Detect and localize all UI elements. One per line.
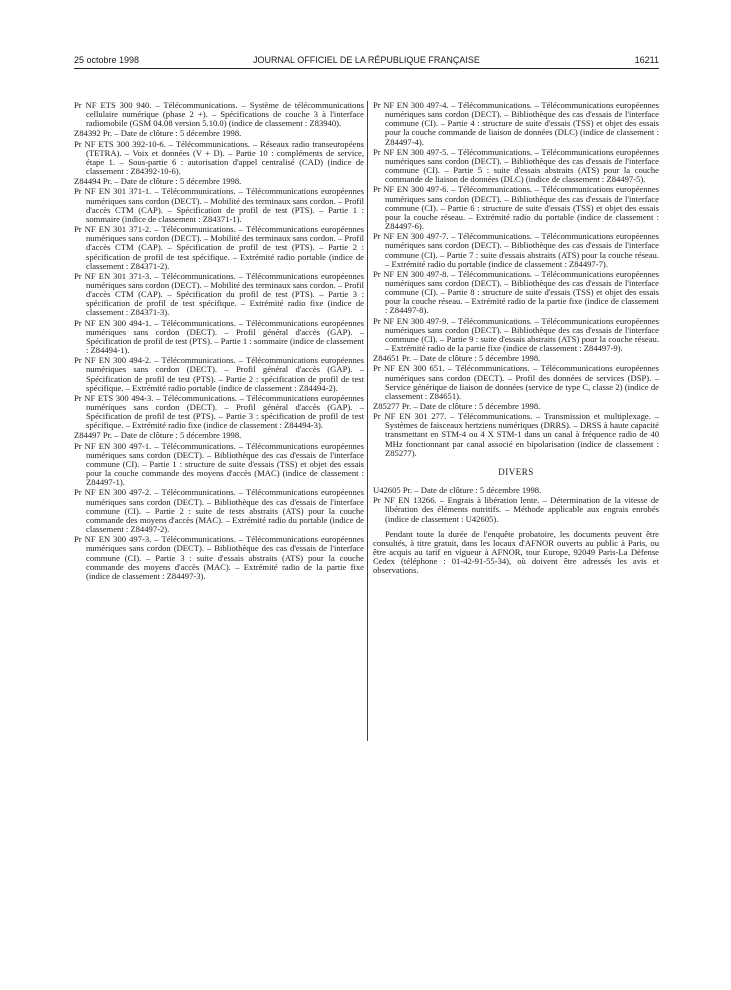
- right-column: [373, 101, 659, 576]
- closing-date-line: Z84494 Pr. – Date de clôture : 5 décembre 1998.: [74, 176, 242, 187]
- standard-entry: Pr NF EN 301 371-1. – Télécommunications. – Télécommunications européennes numériques sans cordon (DECT). – Mobilité des terminaux sans cordon. – Profil d'accès CTM (CAP). – Spécification de profil de test (PTS). – Partie 1 : sommaire (indice de classement : Z84371-1).: [74, 186, 364, 224]
- standard-entry: Pr NF EN 301 371-2. – Télécommunications. – Télécommunications européennes numériques sans cordon (DECT). – Mobilité des terminaux sans cordon. – Profil d'accès CTM (CAP). – Spécification de profil de test (PTS). – Partie 2 : spécification de profil de test spécifique. – Extrémité radio portable (indice de classement : Z84371-2).: [74, 224, 364, 271]
- left-column: [74, 101, 364, 582]
- standard-entry: Pr NF EN 300 497-9. – Télécommunications. – Télécommunications européennes numériques sans cordon (DECT). – Bibliothèque des cas d'essais de l'interface commune (CI). – Partie 9 : suite d'essais abstraits (ATS) pour la couche réseau. – Extrémité radio de la partie fixe (indice de classement : Z84497-9).: [373, 315, 659, 354]
- standard-entry: Pr NF EN 300 497-8. – Télécommunications. – Télécommunications européennes numériques sans cordon (DECT). – Bibliothèque des cas d'essais de l'interface commune (CI). – Partie 8 : structure de suite d'essais (TSS) et objet des essais pour la couche réseau. – Extrémité radio de la partie fixe (indice de classement : Z84497-8).: [373, 268, 659, 316]
- standard-entry: Pr NF EN 300 494-2. – Télécommunications. – Télécommunications européennes numériques sans cordon (DECT). – Profil général d'accès (GAP). – Spécification de profil de test (PTS). – Partie 2 : spécification de profil de test spécifique. – Extrémité radio portable (indice de classement : Z84494-2).: [74, 355, 364, 393]
- standard-entry: Pr NF EN 300 497-6. – Télécommunications. – Télécommunications européennes numériques sans cordon (DECT). – Bibliothèque des cas d'essais de l'interface commune (CI). – Partie 6 : structure de suite d'essais (TSS) et objet des essais pour la couche réseau. – Extrémité radio du portable (indice de classement : Z84497-6).: [373, 184, 659, 232]
- standard-entry: Pr NF EN 300 497-5. – Télécommunications. – Télécommunications européennes numériques sans cordon (DECT). – Bibliothèque des cas d'essais de l'interface commune (CI). – Partie 5 : suite d'essais abstraits (ATS) pour la couche commande de liaison de données (DLC) (indice de classement : Z84497-5).: [373, 146, 659, 185]
- standard-entry: Pr NF EN 300 497-3. – Télécommunications. – Télécommunications européennes numériques sans cordon (DECT). – Bibliothèque des cas d'essais de l'interface commune (CI). – Partie 3 : suite d'essais abstraits (ATS) pour la couche commande des moyens d'accès (MAC). – Extrémité radio de la partie fixe (indice de classement : Z84497-3).: [74, 534, 364, 581]
- standard-entry: Pr NF EN 300 497-7. – Télécommunications. – Télécommunications européennes numériques sans cordon (DECT). – Bibliothèque des cas d'essais de l'interface commune (CI). – Partie 7 : suite d'essais abstraits (ATS) pour la couche réseau. – Extrémité radio du portable (indice de classement : Z84497-7).: [373, 231, 659, 269]
- section-heading: DIVERS: [498, 466, 534, 477]
- standard-entry: Pr NF EN 300 497-2. – Télécommunications. – Télécommunications européennes numériques sans cordon (DECT). – Bibliothèque des cas d'essais de l'interface commune (CI). – Partie 2 : suite de tests abstraits (ATS) pour la couche commande des moyens d'accès (MAC). – Extrémité radio du portable (indice de classement : Z84497-2).: [74, 487, 364, 535]
- closing-date-line: Z84651 Pr. – Date de clôture : 5 décembre 1998.: [373, 353, 541, 364]
- standard-entry: Pr NF ETS 300 494-3. – Télécommunications. – Télécommunications européennes numériques sans cordon (DECT). – Profil général d'accès (GAP). – Spécification de profil de test (PTS). – Partie 3 : spécification de profil de test spécifique. – Extrémité radio fixe (indice de classement : Z84494-3).: [74, 392, 364, 431]
- standard-entry: Pr NF EN 301 277. – Télécommunications. – Transmission et multiplexage. – Systèmes de faisceaux hertziens numériques (DRRS). – DRSS à haute capacité transmettant en STM-4 ou 4 X STM-1 dans un canal à fréquence radio de 40 MHz fonctionnant par canal associé en bipolarisation (indice de classement : Z85277).: [373, 411, 659, 458]
- header-date: 25 octobre 1998: [74, 55, 140, 65]
- notice-paragraph: Pendant toute la durée de l'enquête probatoire, les documents peuvent être consultés, à titre gratuit, dans les locaux d'AFNOR ouverts au public à Paris, ou être acquis au tarif en vigueur à AFNOR, tour Europe, 92049 Paris-La Défense Cedex (téléphone : 01-42-91-55-34), où doivent être adressés les avis et observations.: [373, 528, 659, 576]
- closing-date-line: Z84392 Pr. – Date de clôture : 5 décembre 1998.: [74, 128, 242, 139]
- header-rule: [74, 68, 659, 69]
- closing-date-line: Z85277 Pr. – Date de clôture : 5 décembre 1998.: [373, 401, 541, 411]
- closing-date-line: U42605 Pr. – Date de clôture : 5 décembre 1998.: [373, 485, 542, 496]
- header-page-number: 16211: [634, 55, 659, 65]
- header-title: JOURNAL OFFICIEL DE LA RÉPUBLIQUE FRANÇAISE: [253, 55, 480, 65]
- standard-entry: Pr NF EN 301 371-3. – Télécommunications. – Télécommunications européennes numériques sans cordon (DECT). – Mobilité des terminaux sans cordon. – Profil d'accès CTM (CAP). – Spécification du profil de test (PTS). – Partie 3 : spécification de profil de test spécifique. – Extrémité radio fixe (indice de classement : Z84371-3).: [74, 270, 364, 318]
- standard-entry: Pr NF ETS 300 392-10-6. – Télécommunications. – Réseaux radio transeuropéens (TETRA). – Voix et données (V + D). – Partie 10 : compléments de service, étape 1. – Sous-partie 6 : autorisation d'appel centralisé (CAD) (indice de classement : Z84392-10-6).: [74, 138, 364, 177]
- standard-entry: Pr NF EN 300 497-4. – Télécommunications. – Télécommunications européennes numériques sans cordon (DECT). – Bibliothèque des cas d'essais de l'interface commune (CI). – Partie 4 : structure de suite d'essais (TSS) et objet des essais pour la couche commande de liaison de données (DLC) (indice de classement : Z84497-4).: [373, 100, 659, 147]
- page-header: [74, 55, 659, 69]
- standard-entry: Pr NF EN 13266. – Engrais à libération lente. – Détermination de la vitesse de libération des éléments nutritifs. – Méthode applicable aux engrais enrobés (indice de classement : U42605).: [373, 495, 659, 524]
- standard-entry: Pr NF EN 300 651. – Télécommunications. – Télécommunications européennes numériques sans cordon (DECT). – Profil des données de services (DSP). – Service générique de liaison de données (service de type C, classe 2) (indice de classement : Z84651).: [373, 363, 659, 401]
- column-separator: [367, 101, 368, 741]
- closing-date-line: Z84497 Pr. – Date de clôture : 5 décembre 1998.: [74, 430, 242, 441]
- standard-entry: Pr NF ETS 300 940. – Télécommunications. – Système de télécommunications cellulaire numérique (phase 2 +). – Spécifications de couche 3 à l'interface radiomobile (GSM 04.08 version 5.10.0) (indice de classement : Z83940).: [74, 100, 364, 129]
- standard-entry: Pr NF EN 300 494-1. – Télécommunications. – Télécommunications européennes numériques sans cordon (DECT). – Profil général d'accès (GAP). – Spécification de profil de test (PTS). – Partie 1 : sommaire (indice de classement : Z84494-1).: [74, 317, 364, 356]
- standard-entry: Pr NF EN 300 497-1. – Télécommunications. – Télécommunications européennes numériques sans cordon (DECT). – Bibliothèque des cas d'essais de l'interface commune (CI). – Partie 1 : structure de suite d'essais (TSS) et objet des essais pour la couche commande des moyens d'accès (MAC) (indice de classement : Z84497-1).: [74, 440, 364, 488]
